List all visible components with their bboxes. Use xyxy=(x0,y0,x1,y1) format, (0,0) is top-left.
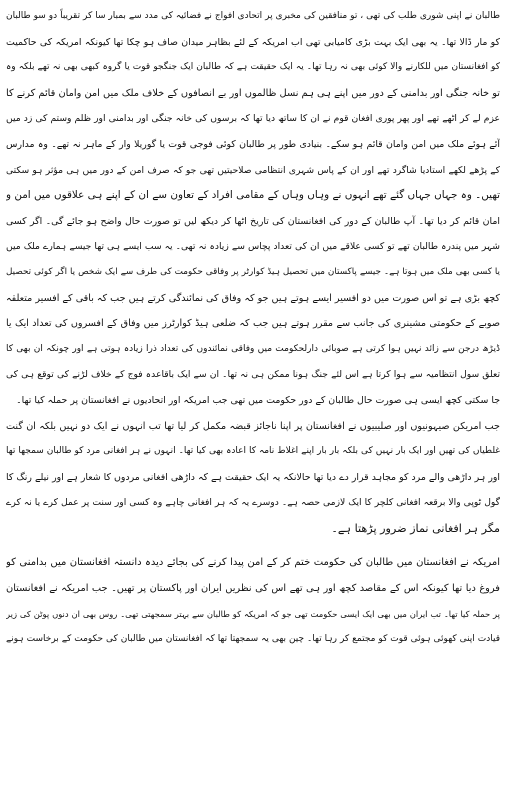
text-line: اور ہر داڑھی والے مرد کو مجاہد قرار دے دیا تھا حالانکہ یہ ایک حقیقت ہے کہ داڑھی افغانی مردوں کا شعار ہے اور نیلے رنگ کا xyxy=(6,471,500,483)
paragraph-3 xyxy=(6,550,500,652)
text-line: عزم لے کر اٹھے تھے اور پھر پوری افغان قوم نے ان کا ساتھ دیا تھا کہ برسوں کی خانہ جنگی اور بدامنی اور ظلم وستم کی زد میں xyxy=(6,113,500,125)
text-line: امان قائم کر دیا تھا۔ آپ طالبان کے دور کی افغانستان کی تاریخ اٹھا کر دیکھ لیں تو صورت حال واضح ہو جائے گی۔ اگر کسی xyxy=(6,215,500,227)
text-line: شہر میں پندرہ طالبان تھے تو کسی علاقے میں ان کی تعداد پچاس سے زیادہ نہ تھی۔ یہ سب ایسے ہی تھا جیسے ہمارے ملک میں xyxy=(6,241,500,253)
text-line: جب امریکن صیہونیوں اور صلیبیوں نے افغانستان پر اپنا ناجائز قبضہ مکمل کر لیا تھا تب انہوں نے ایک دو نہیں بلکہ ان گنت xyxy=(6,420,500,432)
text-line: تو خانہ جنگی اور بدامنی کے دور میں اپنے ہی ہم نسل ظالموں اور بے انصافوں کے خلاف ملک میں امن وامان قائم کرنے کا xyxy=(6,87,500,99)
text-line: کو مار ڈالا تھا۔ یہ بھی ایک بہت بڑی کامیابی تھی اب امریکہ کے لئے بظاہر میدان صاف ہو چکا تھا کیونکہ امریکہ کی حاکمیت xyxy=(6,36,500,48)
text-line: ڈیڑھ درجن سے زائد نہیں ہوا کرتی ہے صوبائی دارلحکومت میں وفاقی نمائندوں کی تعداد ذرا زیادہ ہوتی ہے اور چونکہ ان بھی کا xyxy=(6,343,500,354)
text-line: کے پڑھے لکھے استادیا شاگرد تھے اور ان کے پاس شہری انتظامی صلاحیتیں تھی جو کہ صرف امن کے دور میں ہی مؤثر ہو سکتی xyxy=(6,164,500,176)
text-line: غلطیاں کی تھیں اور ایک بار نہیں کی بلکہ بار بار اپنے اغلاط نامہ کا اعادہ بھی کیا تھا۔ انہوں نے ہر افغانی مرد کو طالبان سمجھا تھا xyxy=(6,446,500,457)
paragraph-gap xyxy=(6,541,500,550)
text-line: جا سکتی کچھ ایسی ہی صورت حال طالبان کے دور حکومت میں تھی جب امریکہ اور اتحادیوں نے افغانستان پر حملہ کیا تھا۔ xyxy=(16,394,500,406)
text-line: مگر ہر افغانی نماز ضرور پڑھتا ہے۔ xyxy=(331,521,500,535)
text-line: پر حملہ کیا تھا۔ تب ایران میں بھی ایک ایسی حکومت تھی جو کہ امریکہ کو طالبان سے بہتر سمجھتی تھی۔ روس بھی ان دنوں پوٹن کی زیر xyxy=(6,608,500,619)
text-line: کچھ بڑی ہے تو اس صورت میں دو افسیر ایسے ہوتے ہیں جو کہ وفاق کی نمائندگی کرتے ہیں جب کہ باقی کے افسیر متعلقہ xyxy=(6,292,500,304)
text-line: آئے ہوئے ملک میں امن وامان قائم ہو سکے۔ بنیادی طور پر طالبان کوئی فوجی قوت یا گوریلا وار کے ماہر نہ تھے۔ وہ مدارس xyxy=(6,138,500,150)
text-line: صوبے کے حکومتی مشینری کی جانب سے مقرر ہوتے ہیں جب کہ ضلعی ہیڈ کوارٹرز میں وفاق کے افسروں کی تعداد ایک یا xyxy=(6,318,500,330)
text-line: گول ٹوپی والا برقعہ افغانی کلچر کا ایک لازمی حصہ ہے۔ دوسرے یہ کہ ہر افغانی چاہے وہ کسی اور سنت پر عمل کرے یا نہ کرے xyxy=(6,497,500,509)
text-line: تعلق سول انتظامیہ سے ہوا کرتا ہے اس لئے جنگ ہونا ممکن ہی نہ تھا۔ ان سے ایک باقاعدہ فوج کے خلاف لڑنے کی توقع ہی کی xyxy=(6,369,500,381)
paragraph-1 xyxy=(6,4,500,414)
text-line: فروغ دیا تھا کیونکہ اس کے مقاصد کچھ اور ہی تھے اس کی نظریں ایران اور پاکستان پر تھیں۔ جب امریکہ نے افغانستان xyxy=(6,583,500,595)
text-line: امریکہ نے افغانستان میں طالبان کی حکومت ختم کر کے امن پیدا کرنے کی بجائے دیدہ دانستہ افغانستان میں بدامنی کو xyxy=(6,557,500,569)
text-line: کو افغانستان میں للکارنے والا کوئی بھی نہ رہا تھا۔ یہ ایک حقیقت ہے کہ طالبان ایک جنگجو قوت یا گروہ کبھی بھی نہ تھے بلکہ وہ xyxy=(6,62,500,73)
paragraph-2 xyxy=(6,414,500,542)
text-line: قیادت اپنی کھوئی ہوئی قوت کو مجتمع کر رہا تھا۔ چین بھی یہ سمجھتا تھا کہ افغانستان میں طالبان کی حکومت کے برخاست ہونے xyxy=(6,634,500,645)
text-line: یا کسی بھی ملک میں ہوتا ہے۔ جیسے پاکستان میں تحصیل ہیڈ کوارٹر پر وفاقی حکومت کی طرف سے ایک شخص یا اگر کوئی تحصیل xyxy=(6,266,500,277)
text-line: طالبان نے اپنی شوری طلب کی تھی ، تو منافقین کی مخبری پر اتحادی افواج نے فضائیہ کی مدد سے بمبار سا کر تقریباً دو سو طالبان xyxy=(6,11,500,21)
text-line: تھیں۔ وہ جہاں جہاں گئے تھے انہوں نے وہاں وہاں کے مقامی افراد کے تعاون سے ان کے اپنے ہی علاقوں میں امن و xyxy=(6,189,500,202)
document-page xyxy=(6,4,500,786)
